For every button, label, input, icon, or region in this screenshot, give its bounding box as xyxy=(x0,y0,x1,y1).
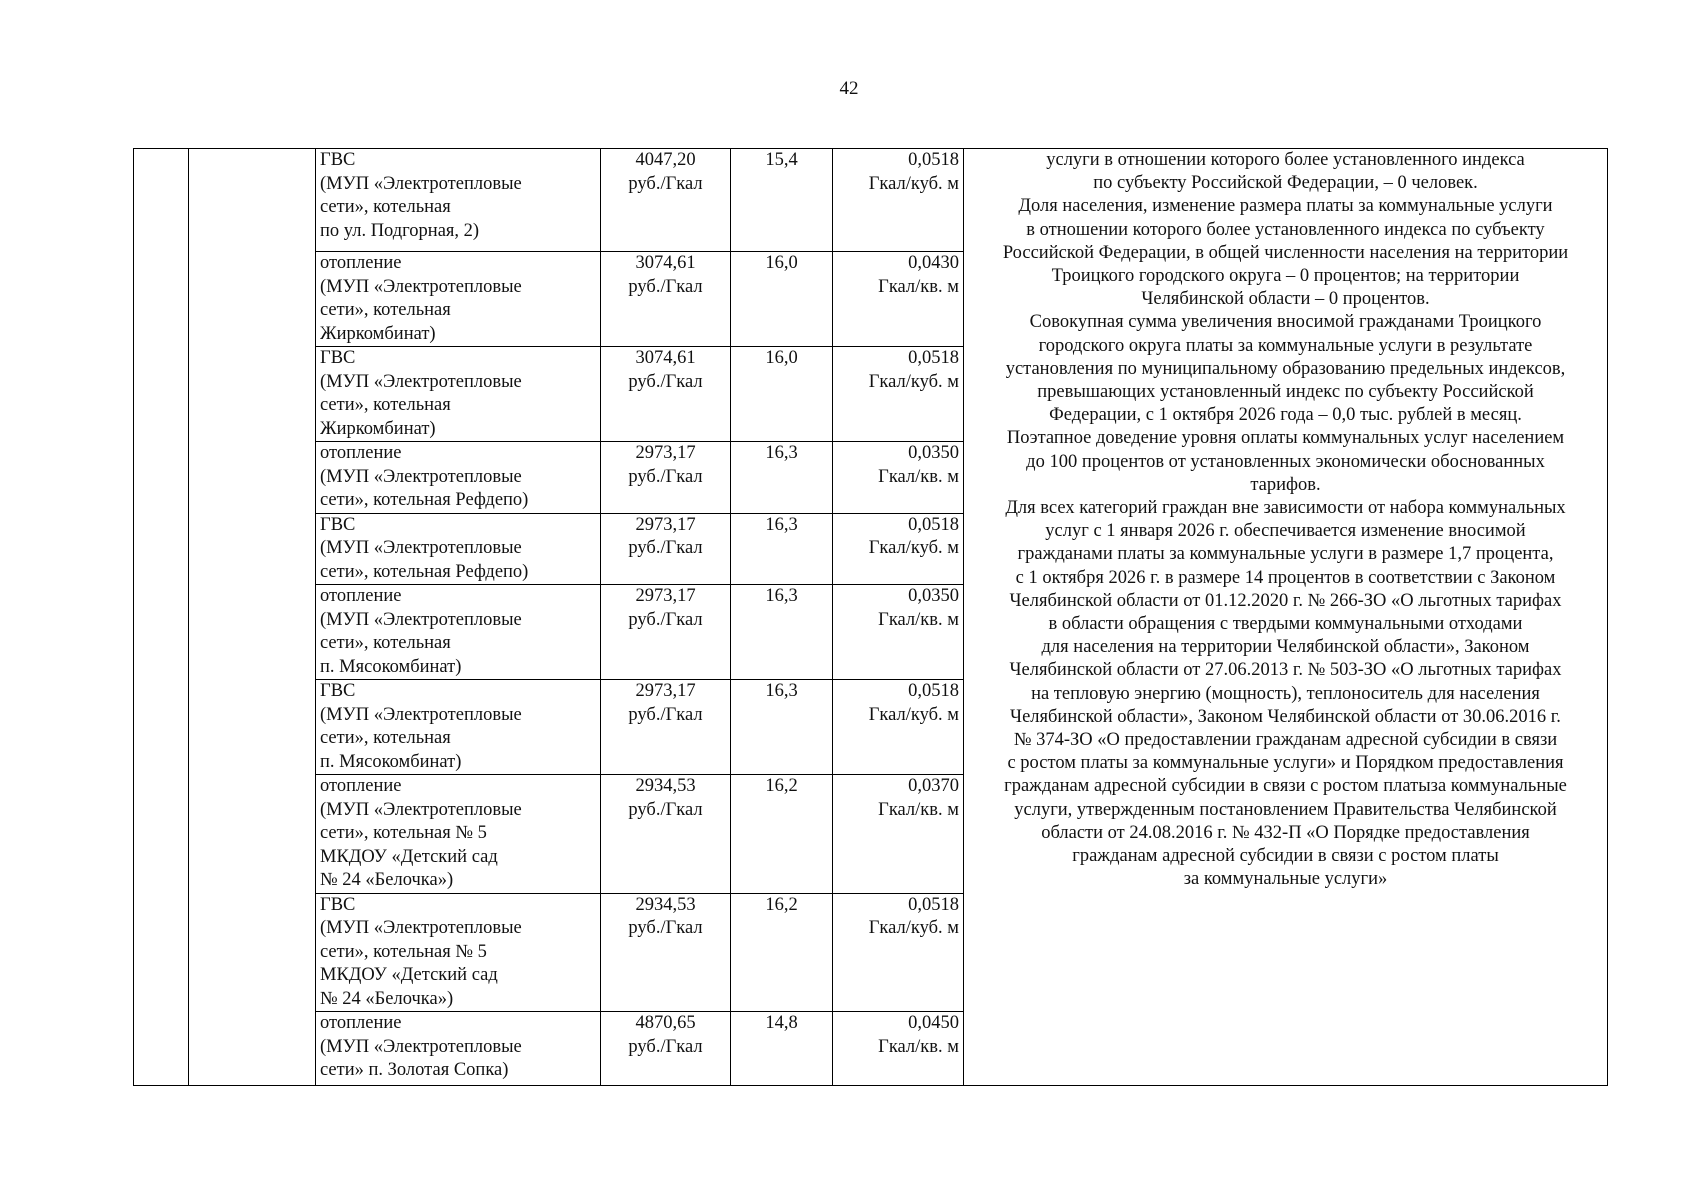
service-name: ГВС xyxy=(320,894,356,915)
provider-line: Жиркомбинат) xyxy=(320,418,436,439)
description-line: Челябинской области – 0 процентов. xyxy=(1141,289,1430,310)
norm-unit: Гкал/куб. м xyxy=(868,173,959,194)
description-line: Для всех категорий граждан вне зависимости от набора коммунальных xyxy=(1005,498,1566,519)
norm-cell xyxy=(833,893,964,1012)
norm-unit: Гкал/кв. м xyxy=(878,276,959,297)
empty-cell-municipality xyxy=(189,149,316,1086)
norm-cell xyxy=(833,585,964,680)
provider-line: п. Мясокомбинат) xyxy=(320,751,462,772)
provider-line: сети», котельная xyxy=(320,633,451,653)
provider-line: Жиркомбинат) xyxy=(320,323,436,344)
index-value: 16,0 xyxy=(765,348,798,368)
service-name: отопление xyxy=(320,253,402,273)
description-line: с ростом платы за коммунальные услуги» и Порядком предоставления xyxy=(1007,753,1564,774)
tariff-unit: руб./Гкал xyxy=(628,466,703,487)
tariff-unit: руб./Гкал xyxy=(628,371,703,392)
tariff-cell xyxy=(601,775,731,894)
tariff-value: 3074,61 xyxy=(635,253,696,273)
table-row xyxy=(134,149,1608,252)
service-cell xyxy=(316,513,601,585)
norm-unit: Гкал/кв. м xyxy=(878,609,959,630)
norm-cell xyxy=(833,680,964,775)
norm-unit: Гкал/кв. м xyxy=(878,466,959,487)
tariff-value: 3074,61 xyxy=(635,348,696,368)
tariff-unit: руб./Гкал xyxy=(628,799,703,820)
description-line: услуг с 1 января 2026 г. обеспечивается изменение вносимой xyxy=(1045,521,1526,542)
tariff-table xyxy=(133,148,1608,1086)
description-cell xyxy=(964,149,1608,1086)
service-cell xyxy=(316,347,601,442)
index-cell xyxy=(731,252,833,347)
description-line: области от 24.08.2016 г. № 432-П «О Порядке предоставления xyxy=(1041,822,1530,843)
description-line: за коммунальные услуги» xyxy=(1183,869,1388,890)
service-cell xyxy=(316,775,601,894)
norm-value: 0,0370 xyxy=(908,776,959,796)
description-line: тарифов. xyxy=(1250,474,1321,495)
tariff-cell xyxy=(601,513,731,585)
index-cell xyxy=(731,775,833,894)
index-value: 16,3 xyxy=(765,586,798,606)
index-value: 16,2 xyxy=(765,894,798,915)
tariff-unit: руб./Гкал xyxy=(628,704,703,725)
tariff-unit: руб./Гкал xyxy=(628,918,703,938)
description-line: в области обращения с твердыми коммунальными отходами xyxy=(1048,614,1523,635)
tariff-cell xyxy=(601,585,731,680)
provider-line: (МУП «Электротепловые xyxy=(320,799,522,820)
description-line: гражданам адресной субсидии в связи с ростом платы xyxy=(1072,846,1499,867)
service-name: отопление xyxy=(320,1013,402,1033)
norm-unit: Гкал/кв. м xyxy=(878,799,959,820)
norm-unit: Гкал/куб. м xyxy=(868,371,959,392)
provider-line: (МУП «Электротепловые xyxy=(320,538,522,558)
norm-cell xyxy=(833,513,964,585)
norm-value: 0,0350 xyxy=(908,443,959,463)
service-name: ГВС xyxy=(320,681,356,701)
page-number: 42 xyxy=(839,78,859,99)
norm-value: 0,0430 xyxy=(908,253,959,273)
description-line: городского округа платы за коммунальные услуги в результате xyxy=(1038,335,1533,356)
service-cell xyxy=(316,893,601,1012)
service-cell xyxy=(316,585,601,680)
provider-line: сети», котельная № 5 xyxy=(320,941,487,962)
tariff-value: 2973,17 xyxy=(635,443,696,463)
description-line: Поэтапное доведение уровня оплаты коммунальных услуг населением xyxy=(1006,428,1565,449)
index-cell xyxy=(731,442,833,514)
provider-line: сети», котельная xyxy=(320,728,451,748)
tariff-value: 4870,65 xyxy=(635,1013,696,1033)
service-name: ГВС xyxy=(320,150,356,170)
tariff-cell xyxy=(601,347,731,442)
description-line: Челябинской области от 01.12.2020 г. № 266-ЗО «О льготных тарифах xyxy=(1009,590,1562,611)
index-value: 16,0 xyxy=(765,253,798,273)
service-cell xyxy=(316,442,601,514)
empty-cell-number xyxy=(134,149,189,1086)
norm-cell xyxy=(833,1012,964,1086)
service-name: ГВС xyxy=(320,348,356,368)
tariff-value: 2973,17 xyxy=(635,586,696,606)
provider-line: № 24 «Белочка») xyxy=(320,988,454,1009)
service-cell xyxy=(316,149,601,252)
description-line: Троицкого городского округа – 0 процентов; на территории xyxy=(1051,266,1520,287)
norm-unit: Гкал/кв. м xyxy=(878,1036,959,1057)
index-cell xyxy=(731,1012,833,1086)
provider-line: сети», котельная xyxy=(320,197,451,217)
provider-line: по ул. Подгорная, 2) xyxy=(320,220,480,241)
index-value: 15,4 xyxy=(765,150,798,170)
index-cell xyxy=(731,585,833,680)
norm-cell xyxy=(833,775,964,894)
description-line: для населения на территории Челябинской области», Законом xyxy=(1041,637,1530,658)
description-line: Челябинской области», Законом Челябинской области от 30.06.2016 г. xyxy=(1010,706,1561,727)
description-line: Доля населения, изменение размера платы за коммунальные услуги xyxy=(1018,196,1553,217)
tariff-unit: руб./Гкал xyxy=(628,609,703,630)
provider-line: сети» п. Золотая Сопка) xyxy=(320,1060,509,1080)
index-value: 14,8 xyxy=(765,1013,798,1033)
norm-unit: Гкал/куб. м xyxy=(868,918,959,938)
provider-line: № 24 «Белочка») xyxy=(320,870,454,890)
description-line: № 374-ЗО «О предоставлении гражданам адресной субсидии в связи xyxy=(1013,730,1558,751)
norm-value: 0,0518 xyxy=(908,150,959,170)
description-line: Совокупная сумма увеличения вносимой гражданами Троицкого xyxy=(1029,312,1542,333)
description-line: установления по муниципальному образованию предельных индексов, xyxy=(1005,358,1566,379)
provider-line: (МУП «Электротепловые xyxy=(320,466,522,487)
index-cell xyxy=(731,680,833,775)
norm-cell xyxy=(833,347,964,442)
description-line: Российской Федерации, в общей численности населения на территории xyxy=(1002,242,1569,263)
tariff-cell xyxy=(601,149,731,252)
tariff-unit: руб./Гкал xyxy=(628,1036,703,1057)
description-line: до 100 процентов от установленных экономически обоснованных xyxy=(1026,451,1545,472)
description-line: гражданам адресной субсидии в связи с ростом платыза коммунальные xyxy=(1004,776,1567,797)
provider-line: (МУП «Электротепловые xyxy=(320,276,522,297)
norm-value: 0,0518 xyxy=(908,681,959,701)
norm-value: 0,0518 xyxy=(908,348,959,368)
norm-unit: Гкал/куб. м xyxy=(868,538,959,558)
index-value: 16,2 xyxy=(765,776,798,796)
tariff-cell xyxy=(601,893,731,1012)
norm-value: 0,0518 xyxy=(908,894,959,915)
service-cell xyxy=(316,680,601,775)
tariff-value: 4047,20 xyxy=(635,150,696,170)
norm-cell xyxy=(833,149,964,252)
provider-line: (МУП «Электротепловые xyxy=(320,371,522,392)
provider-line: сети», котельная xyxy=(320,300,451,320)
norm-value: 0,0350 xyxy=(908,586,959,606)
provider-line: МКДОУ «Детский сад xyxy=(320,965,498,985)
tariff-cell xyxy=(601,442,731,514)
index-cell xyxy=(731,347,833,442)
index-value: 16,3 xyxy=(765,681,798,701)
tariff-unit: руб./Гкал xyxy=(628,538,703,558)
provider-line: сети», котельная xyxy=(320,395,451,415)
description-line: Челябинской области от 27.06.2013 г. № 503-ЗО «О льготных тарифах xyxy=(1009,660,1562,681)
provider-line: (МУП «Электротепловые xyxy=(320,173,522,194)
description-line: в отношении которого более установленного индекса по субъекту xyxy=(1026,219,1545,240)
provider-line: (МУП «Электротепловые xyxy=(320,918,522,938)
service-cell xyxy=(316,1012,601,1086)
tariff-unit: руб./Гкал xyxy=(628,276,703,297)
tariff-value: 2934,53 xyxy=(635,894,696,915)
index-cell xyxy=(731,893,833,1012)
description-line: по субъекту Российской Федерации, – 0 человек. xyxy=(1093,173,1478,194)
index-value: 16,3 xyxy=(765,514,798,535)
description-line: с 1 октября 2026 г. в размере 14 процентов в соответствии с Законом xyxy=(1015,567,1556,588)
tariff-cell xyxy=(601,252,731,347)
service-name: отопление xyxy=(320,443,402,463)
description-line: Федерации, с 1 октября 2026 года – 0,0 тыс. рублей в месяц. xyxy=(1049,405,1522,426)
norm-unit: Гкал/куб. м xyxy=(868,704,959,725)
norm-cell xyxy=(833,252,964,347)
service-name: отопление xyxy=(320,776,402,796)
norm-value: 0,0518 xyxy=(908,514,959,535)
provider-line: п. Мясокомбинат) xyxy=(320,656,462,677)
description-line: гражданами платы за коммунальные услуги в размере 1,7 процента, xyxy=(1017,544,1554,565)
tariff-value: 2973,17 xyxy=(635,681,696,701)
service-cell xyxy=(316,252,601,347)
description-line: услуги в отношении которого более установленного индекса xyxy=(1046,150,1525,170)
norm-cell xyxy=(833,442,964,514)
tariff-value: 2934,53 xyxy=(635,776,696,796)
provider-line: сети», котельная № 5 xyxy=(320,823,487,843)
tariff-cell xyxy=(601,1012,731,1086)
provider-line: (МУП «Электротепловые xyxy=(320,704,522,725)
provider-line: МКДОУ «Детский сад xyxy=(320,846,498,867)
description-line: услуги, утвержденным постановлением Правительства Челябинской xyxy=(1014,799,1557,820)
index-value: 16,3 xyxy=(765,443,798,463)
provider-line: (МУП «Электротепловые xyxy=(320,1036,522,1057)
tariff-value: 2973,17 xyxy=(635,514,696,535)
index-cell xyxy=(731,513,833,585)
index-cell xyxy=(731,149,833,252)
norm-value: 0,0450 xyxy=(908,1013,959,1033)
provider-line: (МУП «Электротепловые xyxy=(320,609,522,630)
description-line: превышающих установленный индекс по субъекту Российской xyxy=(1037,382,1534,403)
tariff-unit: руб./Гкал xyxy=(628,173,703,194)
provider-line: сети», котельная Рефдепо) xyxy=(320,490,529,510)
service-name: ГВС xyxy=(320,514,356,535)
table-body xyxy=(134,149,1608,1086)
description-line: на тепловую энергию (мощность), теплоноситель для населения xyxy=(1031,683,1540,704)
provider-line: сети», котельная Рефдепо) xyxy=(320,561,529,582)
service-name: отопление xyxy=(320,586,402,606)
tariff-cell xyxy=(601,680,731,775)
